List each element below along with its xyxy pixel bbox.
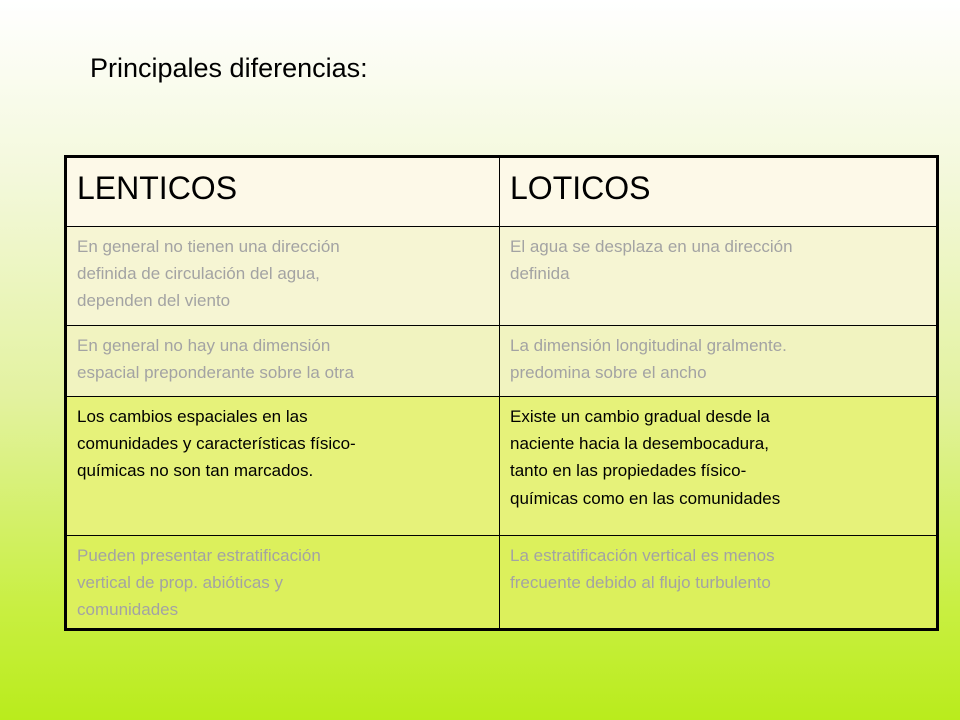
slide-title: Principales diferencias: — [90, 53, 368, 83]
header-loticos: LOTICOS — [500, 157, 938, 227]
cell-text: En general no tienen una dirección definida de circulación del agua, dependen del viento — [77, 237, 340, 311]
cell-text: Existe un cambio gradual desde la naciente hacia la desembocadura, tanto en las propiedades físico- químicas como en las comunidades — [510, 407, 781, 508]
table-row — [66, 536, 938, 630]
table-cell-loticos — [500, 227, 938, 326]
table-row — [66, 397, 938, 536]
table-cell-lenticos — [66, 326, 500, 397]
table-cell-loticos — [500, 397, 938, 536]
table-cell-loticos — [500, 326, 938, 397]
table-row — [66, 227, 938, 326]
table-cell-lenticos — [66, 227, 500, 326]
cell-text: El agua se desplaza en una dirección definida — [510, 237, 793, 284]
cell-text: En general no hay una dimensión espacial preponderante sobre la otra — [77, 336, 354, 383]
cell-text: Pueden presentar estratificación vertical de prop. abióticas y comunidades — [77, 546, 321, 620]
cell-text: La dimensión longitudinal gralmente. predomina sobre el ancho — [510, 336, 787, 383]
table-cell-lenticos — [66, 536, 500, 630]
table-row — [66, 326, 938, 397]
table-header-row — [66, 157, 938, 227]
table-cell-loticos — [500, 536, 938, 630]
cell-text: Los cambios espaciales en las comunidades y características físico- químicas no son tan marcados. — [77, 407, 356, 481]
comparison-table — [64, 155, 939, 631]
header-lenticos: LENTICOS — [66, 157, 500, 227]
cell-text: La estratificación vertical es menos frecuente debido al flujo turbulento — [510, 546, 775, 593]
table-cell-lenticos — [66, 397, 500, 536]
